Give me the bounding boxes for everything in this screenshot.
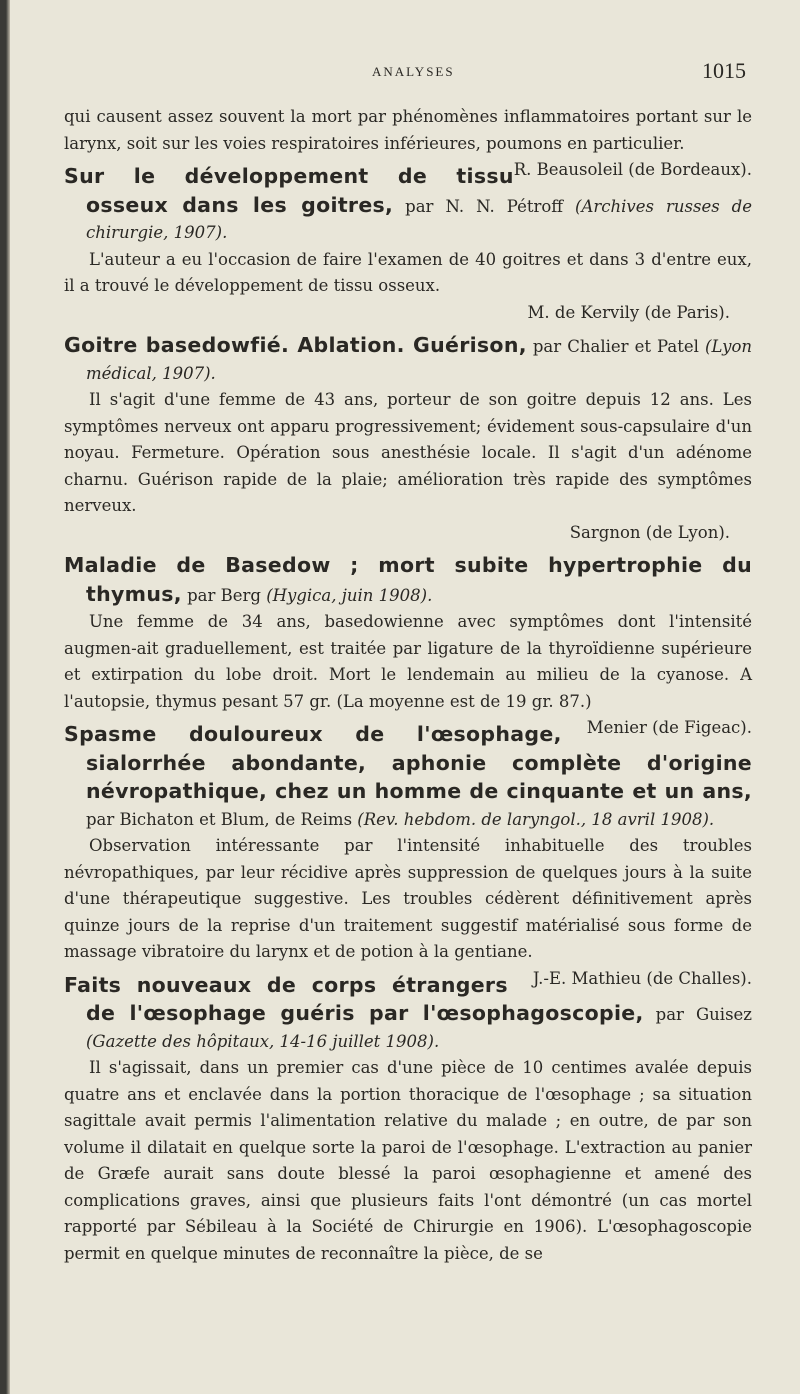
- article-signature: M. de Kervily (de Paris).: [527, 302, 730, 322]
- article-5: [64, 972, 752, 1268]
- article-byline: par Chalier et Patel: [532, 337, 699, 356]
- article-3: [64, 552, 752, 737]
- article-body: Il s'agissait, dans un premier cas d'une pièce de 10 centimes avalée depuis quatre ans et enclavée dans la portion thoracique de l'œsophage ; sa situation sagittale avait permis l'alimentation relative du malade ; en outre, de par son volume il dilatait en quelque sorte la paroi de l'œsophage. L'extraction au panier de Græfe aurait sans doute blessé la paroi œsophagienne et amené des complications graves, ainsi que plusieurs faits l'ont démontré (un cas mortel rapporté par Sébileau à la Société de Chirurgie en 1906). L'œsophagoscopie permit en quelque minutes de reconnaître la pièce, de se: [64, 1058, 752, 1263]
- page-number: 1015: [702, 58, 746, 83]
- article-byline: par Berg: [187, 585, 261, 605]
- article-byline: par Guisez: [655, 1005, 753, 1024]
- article-heading: [64, 332, 752, 387]
- page-header: [0, 58, 800, 88]
- article-body-text: Observation intéressante par l'intensité inhabituelle des troubles névropathiques, par leur récidive après suppression de quelques jours à la suite d'une thérapeutique suggestive. Les troubles cédèrent définitivement après quinze jours de la reprise d'un traitement suggestif matérialisé sous forme de massage vibratoire du larynx et de potion à la gentiane.: [64, 836, 752, 961]
- article-body-text: Une femme de 34 ans, basedowienne avec symptômes dont l'intensité augmen-ait graduellement, est traitée par ligature de la thyroïdienne supérieure et extirpation du lobe droit. Mort le lendemain au milieu de la cyanose. A l'autopsie, thymus pesant 57 gr. (La moyenne est de 19 gr. 87.): [64, 612, 752, 711]
- article-body: [64, 833, 752, 988]
- running-title: ANALYSES: [372, 64, 455, 79]
- article-signature: J.-E. Mathieu (de Challes).: [532, 968, 752, 988]
- intro-text: qui causent assez souvent la mort par phénomènes inflammatoires portant sur le larynx, soit sur les voies respiratoires inférieures, poumons en particulier.: [64, 107, 752, 153]
- intro-signature: R. Beausoleil (de Bordeaux).: [513, 160, 752, 179]
- article-signature: Menier (de Figeac).: [586, 718, 752, 737]
- book-spine-shadow: [0, 0, 10, 1394]
- article-title: Faits nouveaux de corps étrangers de l'œsophage guéris par l'œsophagoscopie,: [64, 972, 644, 1025]
- article-body: Il s'agit d'une femme de 43 ans, porteur de son goitre depuis 12 ans. Les symptômes nerveux ont apparu progressivement; évidement sous-capsulaire d'un noyau. Fermeture. Opération sous anesthésie locale. Il s'agit d'un adénome charnu. Guérison rapide de la plaie; amélioration très rapide des symptômes nerveux.: [64, 390, 752, 515]
- article-title: Sur le développement de tissu osseux dans les goitres,: [64, 164, 514, 217]
- article-body: L'auteur a eu l'occasion de faire l'examen de 40 goitres et dans 3 d'entre eux, il a trouvé le développement de tissu osseux.: [64, 249, 752, 295]
- article-heading: [64, 552, 752, 609]
- article-source: (Gazette des hôpitaux, 14-16 juillet 1908).: [86, 1031, 440, 1051]
- article-1: [64, 163, 752, 326]
- article-source: (Lyon médical, 1907).: [86, 337, 753, 383]
- article-title: Spasme douloureux de l'œsophage, sialorrhée abondante, aphonie complète d'origine névropathique, chez un homme de cinquante et un ans,: [64, 722, 752, 803]
- article-source: (Hygica, juin 1908).: [266, 585, 433, 605]
- intro-paragraph: [64, 104, 752, 179]
- article-title: Goitre basedowfié. Ablation. Guérison,: [64, 333, 527, 357]
- article-4: [64, 721, 752, 988]
- article-title: Maladie de Basedow ; mort subite hypertrophie du thymus,: [64, 553, 752, 606]
- article-2: [64, 332, 752, 546]
- article-body: [64, 609, 752, 737]
- article-signature: Sargnon (de Lyon).: [569, 522, 730, 542]
- article-byline: par Bichaton et Blum, de Reims: [86, 809, 353, 829]
- page-content: [64, 104, 752, 1267]
- article-byline: par N. N. Pétroff: [405, 196, 564, 216]
- article-source: (Archives russes de chirurgie, 1907).: [86, 196, 753, 242]
- article-source: (Rev. hebdom. de laryngol., 18 avril 1908).: [357, 809, 715, 829]
